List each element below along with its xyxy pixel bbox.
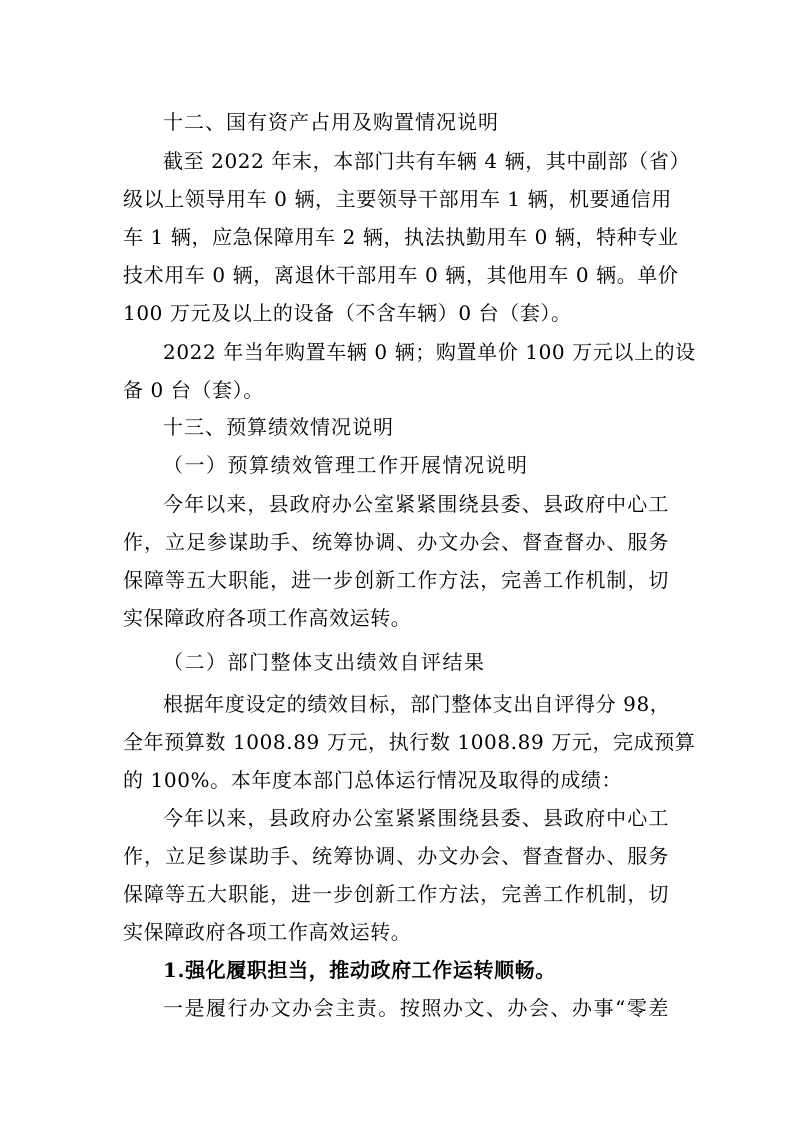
subsection-heading: （一）预算绩效管理工作开展情况说明 (163, 453, 529, 477)
paragraph-line: 实保障政府各项工作高效运转。 (123, 920, 412, 944)
paragraph-line: 作，立足参谋助手、统筹协调、办文办会、督查督办、服务 (123, 530, 669, 554)
paragraph-line: 2022 年当年购置车辆 0 辆；购置单价 100 万元以上的设 (163, 340, 696, 364)
paragraph-line: 根据年度设定的绩效目标，部门整体支出自评得分 98， (163, 692, 671, 716)
paragraph-line: 作，立足参谋助手、统筹协调、办文办会、督查督办、服务 (123, 844, 669, 868)
paragraph-line: 一是履行办文办会主责。按照办文、办会、办事“零差 (163, 996, 669, 1020)
paragraph-line: 车 1 辆，应急保障用车 2 辆，执法执勤用车 0 辆，特种专业 (123, 225, 679, 249)
section-12-heading: 十二、国有资产占用及购置情况说明 (163, 110, 499, 134)
section-13-heading: 十三、预算绩效情况说明 (163, 415, 394, 439)
point-heading: 1.强化履职担当，推动政府工作运转顺畅。 (163, 958, 556, 982)
paragraph-line: 今年以来，县政府办公室紧紧围绕县委、县政府中心工 (163, 806, 669, 830)
paragraph-line: 实保障政府各项工作高效运转。 (123, 606, 412, 630)
subsection-heading: （二）部门整体支出绩效自评结果 (163, 650, 486, 674)
paragraph-line: 技术用车 0 辆，离退休干部用车 0 辆，其他用车 0 辆。单价 (123, 263, 679, 287)
paragraph-line: 截至 2022 年末，本部门共有车辆 4 辆，其中副部（省） (163, 149, 691, 173)
paragraph-line: 备 0 台（套）。 (123, 378, 264, 402)
paragraph-line: 的 100%。本年度本部门总体运行情况及取得的成绩： (123, 768, 623, 792)
paragraph-line: 保障等五大职能，进一步创新工作方法，完善工作机制，切 (123, 568, 669, 592)
paragraph-line: 保障等五大职能，进一步创新工作方法，完善工作机制，切 (123, 882, 669, 906)
paragraph-line: 今年以来，县政府办公室紧紧围绕县委、县政府中心工 (163, 492, 669, 516)
paragraph-line: 100 万元及以上的设备（不含车辆）0 台（套）。 (123, 301, 572, 325)
paragraph-line: 全年预算数 1008.89 万元，执行数 1008.89 万元，完成预算 (123, 730, 696, 754)
paragraph-line: 级以上领导用车 0 辆，主要领导干部用车 1 辆，机要通信用 (123, 187, 672, 211)
